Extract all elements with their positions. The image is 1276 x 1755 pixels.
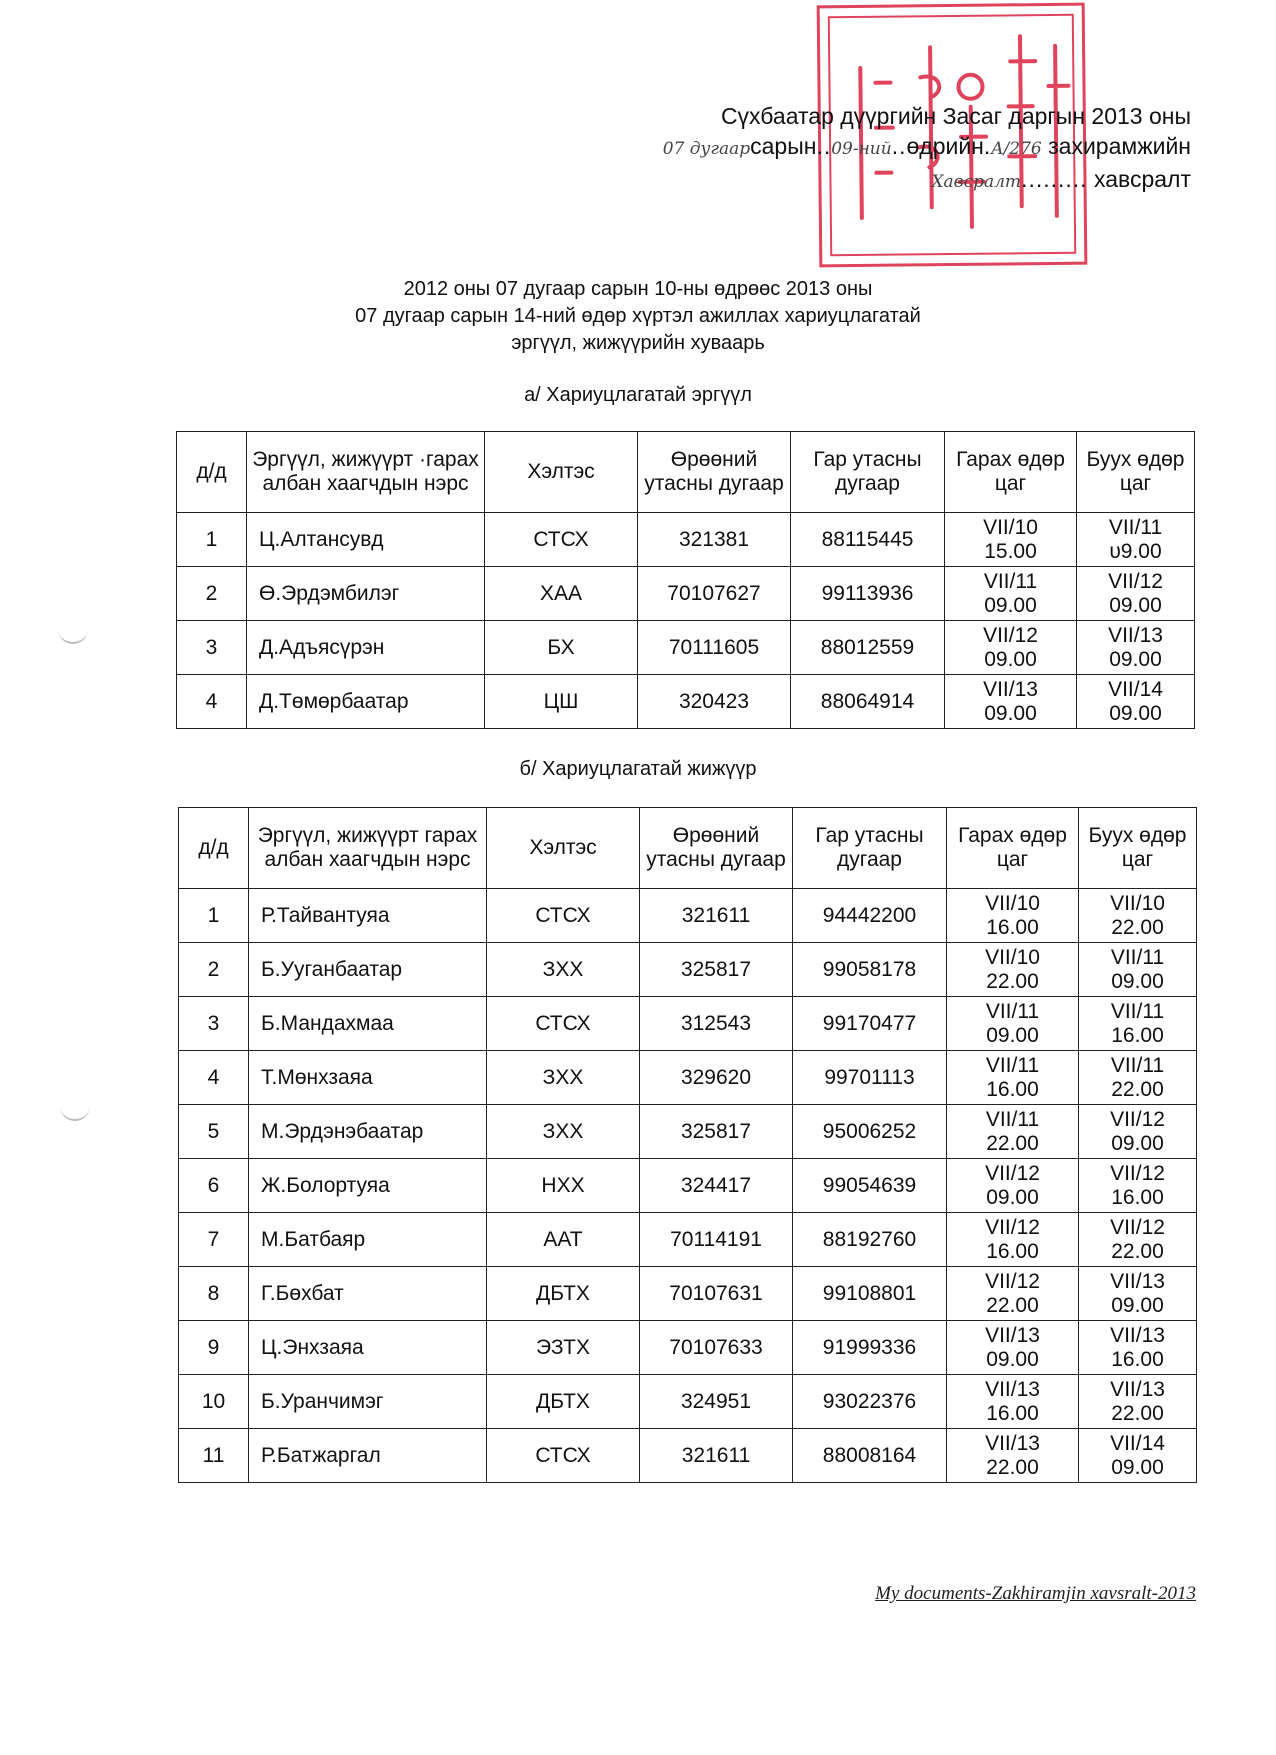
document-title xyxy=(0,276,1276,357)
employee-name: Ц.Энхзаяа xyxy=(249,1321,487,1375)
table-row xyxy=(179,1429,1197,1483)
office-phone: 70114191 xyxy=(640,1213,793,1267)
row-number: 1 xyxy=(177,513,247,567)
end-datetime xyxy=(1079,1105,1197,1159)
end-time: 09.00 xyxy=(1111,1131,1164,1155)
row-number: 10 xyxy=(179,1375,249,1429)
mobile-phone: 88064914 xyxy=(791,675,945,729)
office-phone: 70107631 xyxy=(640,1267,793,1321)
mobile-phone: 99054639 xyxy=(793,1159,947,1213)
start-date: VII/13 xyxy=(983,677,1038,701)
mobile-phone: 88115445 xyxy=(791,513,945,567)
employee-name: Б.Ууганбаатар xyxy=(249,943,487,997)
end-datetime xyxy=(1077,567,1195,621)
end-datetime xyxy=(1077,675,1195,729)
col-header-end: Буух өдөр цаг xyxy=(1077,432,1195,513)
end-date: VII/11 xyxy=(1110,1053,1165,1077)
end-datetime xyxy=(1079,1051,1197,1105)
employee-name: Г.Бөхбат xyxy=(249,1267,487,1321)
duty-table xyxy=(178,807,1197,1483)
start-datetime xyxy=(945,513,1077,567)
col-header-mobile: Гар утасны дугаар xyxy=(793,808,947,889)
table-row xyxy=(177,567,1195,621)
start-datetime xyxy=(947,1321,1079,1375)
office-phone: 321381 xyxy=(638,513,791,567)
end-time: 09.00 xyxy=(1111,969,1164,993)
section-a-title: а/ Хариуцлагатай эргүүл xyxy=(524,384,752,406)
row-number: 4 xyxy=(177,675,247,729)
end-date: VII/13 xyxy=(1110,1377,1165,1401)
start-time: 16.00 xyxy=(986,1077,1039,1101)
employee-name: Д.Төмөрбаатар xyxy=(247,675,485,729)
end-datetime xyxy=(1079,1267,1197,1321)
end-datetime xyxy=(1079,943,1197,997)
day-label: өдрийн xyxy=(906,133,984,159)
department: ЦШ xyxy=(485,675,638,729)
end-datetime xyxy=(1077,621,1195,675)
table-row xyxy=(177,621,1195,675)
col-header-dept: Хэлтэс xyxy=(485,432,638,513)
end-time: 16.00 xyxy=(1111,1185,1164,1209)
start-date: VII/13 xyxy=(985,1377,1040,1401)
row-number: 11 xyxy=(179,1429,249,1483)
end-time: 16.00 xyxy=(1111,1023,1164,1047)
start-datetime xyxy=(947,997,1079,1051)
row-number: 2 xyxy=(179,943,249,997)
start-datetime xyxy=(947,1267,1079,1321)
department: ААТ xyxy=(487,1213,640,1267)
row-number: 7 xyxy=(179,1213,249,1267)
start-time: 22.00 xyxy=(986,969,1039,993)
end-date: VII/14 xyxy=(1108,677,1163,701)
employee-name: Б.Мандахмаа xyxy=(249,997,487,1051)
end-date: VII/11 xyxy=(1110,999,1165,1023)
col-header-office-phone: Өрөөний утасны дугаар xyxy=(638,432,791,513)
start-time: 16.00 xyxy=(986,1239,1039,1263)
end-time: 09.00 xyxy=(1109,701,1162,725)
department: БХ xyxy=(485,621,638,675)
mobile-phone: 94442200 xyxy=(793,889,947,943)
start-datetime xyxy=(945,621,1077,675)
department: ЗХХ xyxy=(487,1051,640,1105)
section-b-title: б/ Хариуцлагатай жижүүр xyxy=(519,758,757,780)
start-datetime xyxy=(945,567,1077,621)
department: ХАА xyxy=(485,567,638,621)
table-row xyxy=(179,1051,1197,1105)
mobile-phone: 88192760 xyxy=(793,1213,947,1267)
mobile-phone: 88008164 xyxy=(793,1429,947,1483)
department: ЗХХ xyxy=(487,943,640,997)
end-time: 09.00 xyxy=(1111,1455,1164,1479)
col-header-name: Эргүүл, жижүүрт гарах албан хаагчдын нэрс xyxy=(249,808,487,889)
start-datetime xyxy=(947,1105,1079,1159)
decree-header xyxy=(631,101,1191,197)
department: СТСХ xyxy=(487,997,640,1051)
row-number: 3 xyxy=(179,997,249,1051)
mobile-phone: 99058178 xyxy=(793,943,947,997)
row-number: 6 xyxy=(179,1159,249,1213)
col-header-dept: Хэлтэс xyxy=(487,808,640,889)
patrol-table-body xyxy=(177,513,1195,729)
office-phone: 325817 xyxy=(640,1105,793,1159)
header-line-1: Сүхбаатар дүүргийн Засаг даргын 2013 оны xyxy=(720,103,1191,129)
handwritten-number: A/276 xyxy=(991,139,1042,159)
start-time: 22.00 xyxy=(986,1293,1039,1317)
department: ДБТХ xyxy=(487,1267,640,1321)
col-header-end: Буух өдөр цаг xyxy=(1079,808,1197,889)
patrol-table xyxy=(176,431,1195,729)
end-time: 22.00 xyxy=(1111,1239,1164,1263)
table-row xyxy=(179,1213,1197,1267)
start-time: 16.00 xyxy=(986,915,1039,939)
employee-name: Д.Адъясүрэн xyxy=(247,621,485,675)
office-phone: 312543 xyxy=(640,997,793,1051)
end-datetime xyxy=(1079,1321,1197,1375)
header-line-2: 07 дугаарсарын..09-ний..өдрийн.A/276 захирамжийн xyxy=(662,133,1191,159)
start-date: VII/11 xyxy=(985,1053,1040,1077)
department: СТСХ xyxy=(487,1429,640,1483)
office-phone: 70107633 xyxy=(640,1321,793,1375)
end-datetime xyxy=(1079,1213,1197,1267)
start-date: VII/10 xyxy=(985,891,1040,915)
employee-name: М.Батбаяр xyxy=(249,1213,487,1267)
office-phone: 70111605 xyxy=(638,621,791,675)
table-row xyxy=(177,675,1195,729)
end-time: 09.00 xyxy=(1109,593,1162,617)
punch-hole-mark xyxy=(60,1105,90,1121)
start-datetime xyxy=(945,675,1077,729)
end-datetime xyxy=(1077,513,1195,567)
end-time: 16.00 xyxy=(1111,1347,1164,1371)
department: ЭЗТХ xyxy=(487,1321,640,1375)
start-date: VII/12 xyxy=(985,1269,1040,1293)
employee-name: М.Эрдэнэбаатар xyxy=(249,1105,487,1159)
col-header-office-phone: Өрөөний утасны дугаар xyxy=(640,808,793,889)
end-date: VII/13 xyxy=(1110,1323,1165,1347)
handwritten-month: 07 дугаар xyxy=(662,139,751,159)
office-phone: 320423 xyxy=(638,675,791,729)
punch-hole-mark xyxy=(58,628,88,644)
office-phone: 325817 xyxy=(640,943,793,997)
start-date: VII/11 xyxy=(985,999,1040,1023)
mobile-phone: 88012559 xyxy=(791,621,945,675)
start-time: 09.00 xyxy=(986,1347,1039,1371)
start-time: 09.00 xyxy=(984,647,1037,671)
start-datetime xyxy=(947,1051,1079,1105)
end-time: 09.00 xyxy=(1111,1293,1164,1317)
month-label: сарын xyxy=(750,133,817,159)
office-phone: 321611 xyxy=(640,889,793,943)
start-datetime xyxy=(947,1429,1079,1483)
office-phone: 70107627 xyxy=(638,567,791,621)
row-number: 9 xyxy=(179,1321,249,1375)
office-phone: 324417 xyxy=(640,1159,793,1213)
mobile-phone: 99108801 xyxy=(793,1267,947,1321)
start-time: 09.00 xyxy=(986,1023,1039,1047)
mobile-phone: 95006252 xyxy=(793,1105,947,1159)
row-number: 1 xyxy=(179,889,249,943)
end-date: VII/12 xyxy=(1110,1107,1165,1131)
end-datetime xyxy=(1079,889,1197,943)
handwritten-day: 09-ний xyxy=(831,139,892,159)
office-phone: 324951 xyxy=(640,1375,793,1429)
office-phone: 329620 xyxy=(640,1051,793,1105)
mobile-phone: 99113936 xyxy=(791,567,945,621)
employee-name: Ж.Болортуяа xyxy=(249,1159,487,1213)
end-datetime xyxy=(1079,1429,1197,1483)
start-time: 22.00 xyxy=(986,1455,1039,1479)
start-date: VII/11 xyxy=(983,569,1038,593)
start-date: VII/12 xyxy=(985,1161,1040,1185)
start-date: VII/13 xyxy=(985,1431,1040,1455)
start-time: 09.00 xyxy=(986,1185,1039,1209)
end-date: VII/13 xyxy=(1108,623,1163,647)
row-number: 4 xyxy=(179,1051,249,1105)
duty-table-body xyxy=(179,889,1197,1483)
office-phone: 321611 xyxy=(640,1429,793,1483)
table-header-row xyxy=(179,808,1197,889)
row-number: 2 xyxy=(177,567,247,621)
start-datetime xyxy=(947,1375,1079,1429)
mobile-phone: 99170477 xyxy=(793,997,947,1051)
mobile-phone: 93022376 xyxy=(793,1375,947,1429)
table-row xyxy=(179,943,1197,997)
decree-label: захирамжийн xyxy=(1048,133,1191,159)
department: НХХ xyxy=(487,1159,640,1213)
table-row xyxy=(179,1159,1197,1213)
row-number: 8 xyxy=(179,1267,249,1321)
table-header-row xyxy=(177,432,1195,513)
start-datetime xyxy=(947,1159,1079,1213)
start-date: VII/10 xyxy=(985,945,1040,969)
end-time: 22.00 xyxy=(1111,915,1164,939)
employee-name: Ц.Алтансувд xyxy=(247,513,485,567)
start-date: VII/10 xyxy=(983,515,1038,539)
table-row xyxy=(179,997,1197,1051)
start-date: VII/11 xyxy=(985,1107,1040,1131)
start-time: 09.00 xyxy=(984,593,1037,617)
start-datetime xyxy=(947,889,1079,943)
department: ДБТХ xyxy=(487,1375,640,1429)
end-date: VII/11 xyxy=(1110,945,1165,969)
end-date: VII/13 xyxy=(1110,1269,1165,1293)
department: ЗХХ xyxy=(487,1105,640,1159)
end-date: VII/12 xyxy=(1108,569,1163,593)
table-row xyxy=(179,889,1197,943)
start-datetime xyxy=(947,1213,1079,1267)
employee-name: Б.Уранчимэг xyxy=(249,1375,487,1429)
start-time: 15.00 xyxy=(984,539,1037,563)
header-line-3: Хавсралт......... хавсралт xyxy=(931,166,1191,192)
end-date: VII/10 xyxy=(1110,891,1165,915)
handwritten-annex: Хавсралт xyxy=(931,172,1022,192)
row-number: 5 xyxy=(179,1105,249,1159)
end-time: 22.00 xyxy=(1111,1401,1164,1425)
table-row xyxy=(179,1267,1197,1321)
annex-label: хавсралт xyxy=(1093,166,1191,192)
row-number: 3 xyxy=(177,621,247,675)
end-time: υ9.00 xyxy=(1109,539,1162,563)
mobile-phone: 99701113 xyxy=(793,1051,947,1105)
start-time: 22.00 xyxy=(986,1131,1039,1155)
start-time: 16.00 xyxy=(986,1401,1039,1425)
start-date: VII/12 xyxy=(985,1215,1040,1239)
footer-file-path: My documents-Zakhiramjin xavsralt-2013 xyxy=(875,1583,1196,1604)
employee-name: Ө.Эрдэмбилэг xyxy=(247,567,485,621)
end-date: VII/11 xyxy=(1108,515,1163,539)
col-header-start: Гарах өдөр цаг xyxy=(945,432,1077,513)
col-header-start: Гарах өдөр цаг xyxy=(947,808,1079,889)
end-date: VII/12 xyxy=(1110,1215,1165,1239)
title-line-2: 07 дугаар сарын 14-ний өдөр хүртэл ажиллах хариуцлагатай xyxy=(355,305,921,327)
table-row xyxy=(179,1105,1197,1159)
start-datetime xyxy=(947,943,1079,997)
end-datetime xyxy=(1079,997,1197,1051)
end-time: 09.00 xyxy=(1109,647,1162,671)
end-date: VII/12 xyxy=(1110,1161,1165,1185)
department: СТСХ xyxy=(487,889,640,943)
employee-name: Р.Тайвантуяа xyxy=(249,889,487,943)
mobile-phone: 91999336 xyxy=(793,1321,947,1375)
start-date: VII/12 xyxy=(983,623,1038,647)
col-header-mobile: Гар утасны дугаар xyxy=(791,432,945,513)
table-row xyxy=(177,513,1195,567)
col-header-no: д/д xyxy=(179,808,249,889)
start-date: VII/13 xyxy=(985,1323,1040,1347)
table-row xyxy=(179,1375,1197,1429)
employee-name: Т.Мөнхзаяа xyxy=(249,1051,487,1105)
table-row xyxy=(179,1321,1197,1375)
employee-name: Р.Батжаргал xyxy=(249,1429,487,1483)
end-time: 22.00 xyxy=(1111,1077,1164,1101)
col-header-name: Эргүүл, жижүүрт ·гарах албан хаагчдын нэрс xyxy=(247,432,485,513)
end-datetime xyxy=(1079,1159,1197,1213)
department: СТСХ xyxy=(485,513,638,567)
end-date: VII/14 xyxy=(1110,1431,1165,1455)
col-header-no: д/д xyxy=(177,432,247,513)
start-time: 09.00 xyxy=(984,701,1037,725)
title-line-1: 2012 оны 07 дугаар сарын 10-ны өдрөөс 2013 оны xyxy=(403,278,873,300)
title-line-3: эргүүл, жижүүрийн хуваарь xyxy=(511,332,765,354)
end-datetime xyxy=(1079,1375,1197,1429)
